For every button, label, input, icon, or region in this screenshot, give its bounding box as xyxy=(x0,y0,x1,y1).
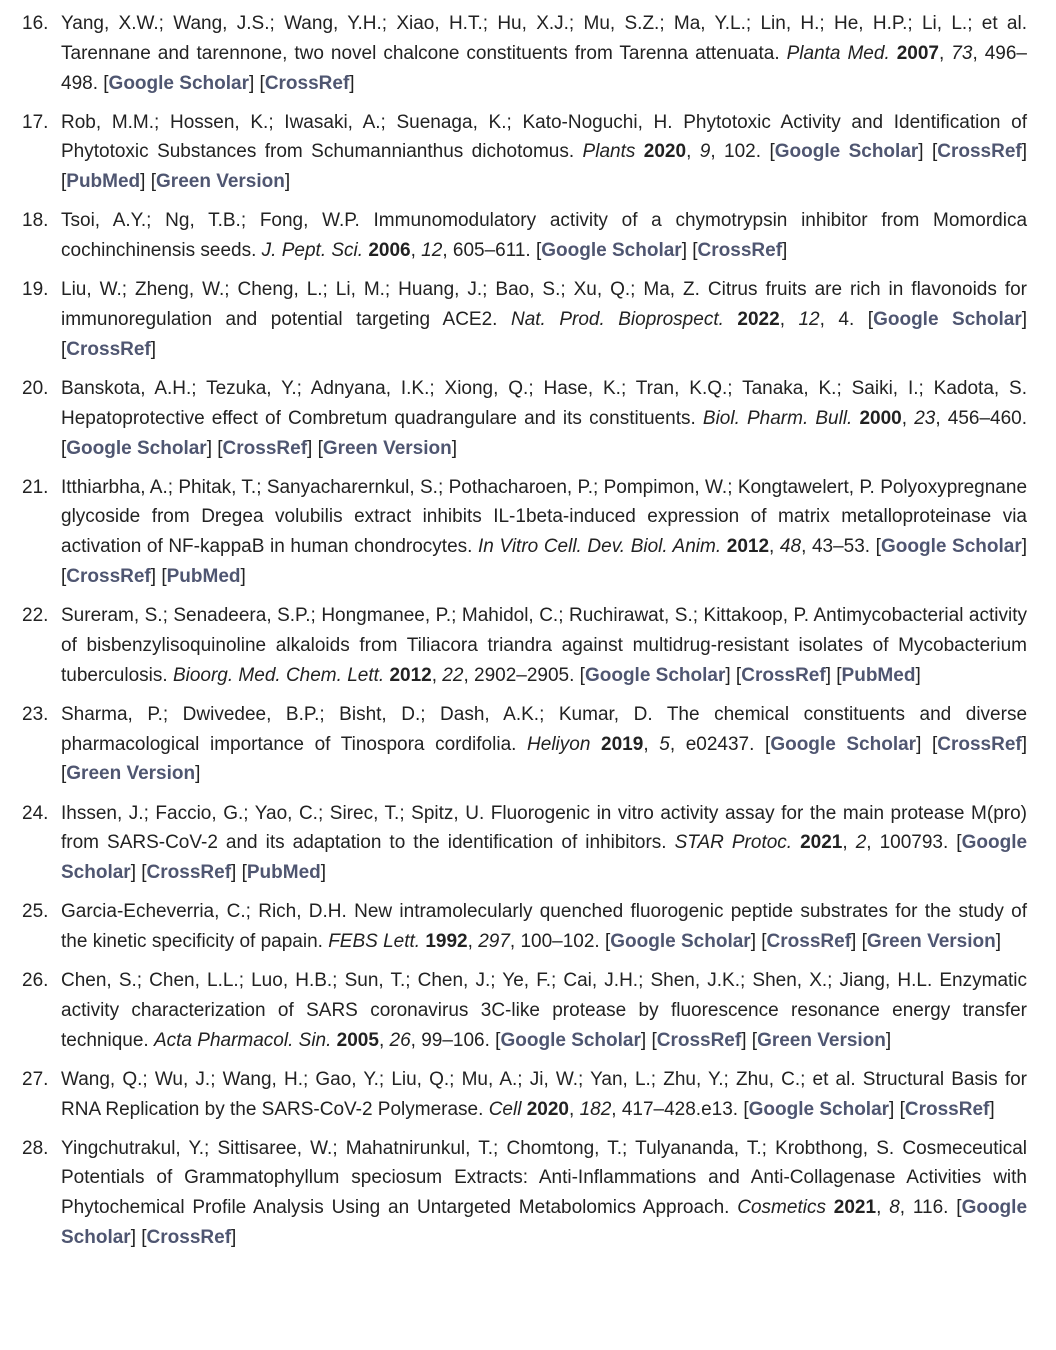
google-scholar-link[interactable]: Google Scholar xyxy=(610,930,751,952)
reference-item: 24. Ihssen, J.; Faccio, G.; Yao, C.; Sirec, T.; Spitz, U. Fluorogenic in vitro activity assay for the main protease M(pro) from SARS-CoV-2 and its adaptation to the identification of inhibitors. STAR Protoc. 2021, 2, 100793. [Google Scholar] [CrossRef] [PubMed] xyxy=(0,799,1027,888)
reference-year: 2021 xyxy=(800,832,843,854)
green-version-link[interactable]: Green Version xyxy=(757,1029,886,1051)
reference-year: 2020 xyxy=(526,1098,569,1120)
reference-volume: 23 xyxy=(914,407,936,429)
reference-item: 21. Itthiarbha, A.; Phitak, T.; Sanyacharernkul, S.; Pothacharoen, P.; Pompimon, W.; Kongtawelert, P. Polyoxypregnane glycoside from Dregea volubilis extract inhibits IL-1beta-induced expression of matrix metalloproteinase via activation of NF-kappaB in human chondrocytes. In Vitro Cell. Dev. Biol. Anim. 2012, 48, 43–53. [Google Scholar] [CrossRef] [PubMed] xyxy=(0,473,1027,592)
reference-pages: 417–428.e13. xyxy=(621,1098,739,1120)
reference-item: 22. Sureram, S.; Senadeera, S.P.; Hongmanee, P.; Mahidol, C.; Ruchirawat, S.; Kittakoop, P. Antimycobacterial activity of bisbenzylisoquinoline alkaloids from Tiliacora triandra against multidrug-resistant isolates of Mycobacterium tuberculosis. Bioorg. Med. Chem. Lett. 2012, 22, 2902–2905. [Google Scholar] [CrossRef] [PubMed] xyxy=(0,601,1027,690)
reference-number: 27. xyxy=(22,1068,49,1090)
reference-title: Structural Basis for RNA Replication by the SARS-CoV-2 Polymerase. xyxy=(61,1068,1027,1120)
reference-title: Tarennane and tarennone, two novel chalcone constituents from Tarenna attenuata. xyxy=(61,42,780,64)
reference-title: New intramolecularly quenched fluorogenic peptide substrates for the study of the kinetic specificity of papain. xyxy=(61,901,1027,952)
reference-volume: 12 xyxy=(798,309,820,331)
reference-number: 22. xyxy=(22,605,49,627)
pubmed-link[interactable]: PubMed xyxy=(66,171,141,193)
reference-pages: 4. xyxy=(838,309,855,331)
reference-authors: Yingchutrakul, Y.; Sittisaree, W.; Mahatnirunkul, T.; Chomtong, T.; Tulyananda, T.; Krobthong, S. xyxy=(61,1137,895,1159)
reference-item: 19. Liu, W.; Zheng, W.; Cheng, L.; Li, M.; Huang, J.; Bao, S.; Xu, Q.; Ma, Z. Citrus fruits are rich in flavonoids for immunoregulation and potential targeting ACE2. Nat. Prod. Bioprospect. 2022, 12, 4. [Google Scholar] [CrossRef] xyxy=(0,275,1027,364)
reference-volume: 5 xyxy=(659,733,670,755)
reference-number: 18. xyxy=(22,210,49,232)
reference-item: 20. Banskota, A.H.; Tezuka, Y.; Adnyana, I.K.; Xiong, Q.; Hase, K.; Tran, K.Q.; Tanaka, K.; Saiki, I.; Kadota, S. Hepatoprotective effect of Combretum quadrangulare and its constituents. Biol. Pharm. Bull. 2000, 23, 456–460. [Google Scholar] [CrossRef] [Green Version] xyxy=(0,374,1027,463)
reference-year: 2022 xyxy=(737,309,780,331)
reference-volume: 297 xyxy=(478,930,510,952)
green-version-link[interactable]: Green Version xyxy=(66,763,196,785)
reference-pages: 100793. xyxy=(879,832,949,854)
reference-volume: 9 xyxy=(699,141,711,163)
green-version-link[interactable]: Green Version xyxy=(156,171,285,193)
google-scholar-link[interactable]: Google Scholar xyxy=(774,141,919,163)
reference-authors: Banskota, A.H.; Tezuka, Y.; Adnyana, I.K.; Xiong, Q.; Hase, K.; Tran, K.Q.; Tanaka, K.; Saiki, I.; Kadota, S. xyxy=(61,377,1027,399)
google-scholar-link[interactable]: Google Scholar xyxy=(61,1197,1028,1249)
reference-volume: 8 xyxy=(889,1197,900,1219)
pubmed-link[interactable]: PubMed xyxy=(166,566,241,588)
crossref-link[interactable]: CrossRef xyxy=(146,1227,232,1249)
reference-journal: Cell xyxy=(488,1098,522,1120)
reference-pages: 605–611. xyxy=(452,240,531,262)
reference-item: 25. Garcia-Echeverria, C.; Rich, D.H. New intramolecularly quenched fluorogenic peptide substrates for the study of the kinetic specificity of papain. FEBS Lett. 1992, 297, 100–102. [Google Scholar] [CrossRef] [Green Version] xyxy=(0,897,1027,957)
reference-title: Cosmeceutical Potentials of Grammatophyllum speciosum Extracts: Anti-Inflammations and Anti-Collagenase Activities with Phytochemical Profile Analysis Using an Untargeted Metabolomics Approach. xyxy=(61,1137,1028,1219)
reference-item: 23. Sharma, P.; Dwivedee, B.P.; Bisht, D.; Dash, A.K.; Kumar, D. The chemical constituents and diverse pharmacological importance of Tinospora cordifolia. Heliyon 2019, 5, e02437. [Google Scholar] [CrossRef] [Green Version] xyxy=(0,700,1027,789)
reference-pages: 43–53. xyxy=(811,536,871,558)
reference-volume: 22 xyxy=(442,664,464,686)
reference-title: Antimycobacterial activity of bisbenzylisoquinoline alkaloids from Tiliacora triandra against multidrug-resistant isolates of Mycobacterium tuberculosis. xyxy=(61,605,1027,686)
reference-item: 26. Chen, S.; Chen, L.L.; Luo, H.B.; Sun, T.; Chen, J.; Ye, F.; Cai, J.H.; Shen, J.K.; Shen, X.; Jiang, H.L. Enzymatic activity characterization of SARS coronavirus 3C-like protease by fluorescence resonance energy transfer technique. Acta Pharmacol. Sin. 2005, 26, 99–106. [Google Scholar] [CrossRef] [Green Version] xyxy=(0,966,1027,1055)
reference-number: 19. xyxy=(22,279,49,301)
reference-number: 17. xyxy=(22,111,49,133)
reference-authors: Rob, M.M.; Hossen, K.; Iwasaki, A.; Suenaga, K.; Kato-Noguchi, H. xyxy=(61,111,673,133)
reference-pages: 100–102. xyxy=(520,930,600,952)
reference-year: 1992 xyxy=(425,930,468,952)
reference-item: 27. Wang, Q.; Wu, J.; Wang, H.; Gao, Y.; Liu, Q.; Mu, A.; Ji, W.; Yan, L.; Zhu, Y.; Zhu, C.; et al. Structural Basis for RNA Replication by the SARS-CoV-2 Polymerase. Cell 2020, 182, 417–428.e13. [Google Scholar] [CrossRef] xyxy=(0,1065,1027,1125)
crossref-link[interactable]: CrossRef xyxy=(741,664,826,686)
reference-year: 2019 xyxy=(601,733,644,755)
google-scholar-link[interactable]: Google Scholar xyxy=(873,309,1022,331)
reference-journal: J. Pept. Sci. xyxy=(261,240,364,262)
reference-number: 20. xyxy=(22,377,49,399)
reference-journal: Planta Med. xyxy=(786,42,890,64)
reference-authors: Chen, S.; Chen, L.L.; Luo, H.B.; Sun, T.; Chen, J.; Ye, F.; Cai, J.H.; Shen, J.K.; Shen, X.; Jiang, H.L. xyxy=(61,970,933,992)
reference-authors: Itthiarbha, A.; Phitak, T.; Sanyacharernkul, S.; Pothacharoen, P.; Pompimon, W.; Kongtawelert, P. xyxy=(61,476,875,498)
crossref-link[interactable]: CrossRef xyxy=(697,240,783,262)
reference-year: 2012 xyxy=(726,536,770,558)
reference-number: 26. xyxy=(22,970,49,992)
reference-journal: Biol. Pharm. Bull. xyxy=(702,407,853,429)
pubmed-link[interactable]: PubMed xyxy=(246,862,321,884)
crossref-link[interactable]: CrossRef xyxy=(66,338,151,360)
green-version-link[interactable]: Green Version xyxy=(866,930,996,952)
reference-journal: STAR Protoc. xyxy=(674,832,793,854)
reference-pages: 496–498. xyxy=(61,42,1027,94)
reference-title: The chemical constituents and diverse pharmacological importance of Tinospora cordifolia. xyxy=(61,703,1028,755)
pubmed-link[interactable]: PubMed xyxy=(841,664,916,686)
reference-year: 2005 xyxy=(336,1029,379,1051)
reference-journal: FEBS Lett. xyxy=(328,930,421,952)
reference-title: Citrus fruits are rich in flavonoids for immunoregulation and potential targeting ACE2. xyxy=(61,279,1027,331)
reference-journal: In Vitro Cell. Dev. Biol. Anim. xyxy=(478,536,722,558)
google-scholar-link[interactable]: Google Scholar xyxy=(748,1098,890,1120)
reference-authors: Tsoi, A.Y.; Ng, T.B.; Fong, W.P. xyxy=(61,210,360,232)
google-scholar-link[interactable]: Google Scholar xyxy=(108,72,249,94)
reference-pages: 456–460. xyxy=(947,407,1027,429)
reference-volume: 26 xyxy=(389,1029,411,1051)
reference-pages: 102. xyxy=(724,141,762,163)
reference-year: 2006 xyxy=(368,240,411,262)
reference-title: Hepatoprotective effect of Combretum quadrangulare and its constituents. xyxy=(61,407,696,429)
reference-item: 16. Yang, X.W.; Wang, J.S.; Wang, Y.H.; Xiao, H.T.; Hu, X.J.; Mu, S.Z.; Ma, Y.L.; Lin, H.; He, H.P.; Li, L.; et al. Tarennane and tarennone, two novel chalcone constituents from Tarenna attenuata. Planta Med. 2007, 73, 496–498. [Google Scholar] [CrossRef] xyxy=(0,9,1027,98)
reference-number: 23. xyxy=(22,703,49,725)
reference-pages: e02437. xyxy=(685,733,755,755)
reference-pages: 116. xyxy=(912,1197,949,1219)
google-scholar-link[interactable]: Google Scholar xyxy=(500,1029,641,1051)
crossref-link[interactable]: CrossRef xyxy=(146,862,232,884)
reference-item: 28. Yingchutrakul, Y.; Sittisaree, W.; Mahatnirunkul, T.; Chomtong, T.; Tulyananda, T.; Krobthong, S. Cosmeceutical Potentials of Grammatophyllum speciosum Extracts: Anti-Inflammations and Anti-Collagenase Activities with Phytochemical Profile Analysis Using an Untargeted Metabolomics Approach. Cosmetics 2021, 8, 116. [Google Scholar] [CrossRef] xyxy=(0,1134,1027,1253)
reference-volume: 182 xyxy=(579,1098,612,1120)
reference-item: 17. Rob, M.M.; Hossen, K.; Iwasaki, A.; Suenaga, K.; Kato-Noguchi, H. Phytotoxic Activity and Identification of Phytotoxic Substances from Schumannianthus dichotomus. Plants 2020, 9, 102. [Google Scholar] [CrossRef] [PubMed] [Green Version] xyxy=(0,108,1027,197)
reference-volume: 12 xyxy=(421,240,443,262)
reference-year: 2007 xyxy=(896,42,940,64)
reference-journal: Heliyon xyxy=(527,733,591,755)
reference-journal: Bioorg. Med. Chem. Lett. xyxy=(172,664,385,686)
reference-authors: Liu, W.; Zheng, W.; Cheng, L.; Li, M.; Huang, J.; Bao, S.; Xu, Q.; Ma, Z. xyxy=(61,279,700,301)
reference-title: Phytotoxic Activity and Identification of Phytotoxic Substances from Schumannianthus dichotomus. xyxy=(61,111,1027,163)
reference-title: Fluorogenic in vitro activity assay for the main protease M(pro) from SARS-CoV-2 and its adaptation to the identification of inhibitors. xyxy=(61,802,1027,854)
reference-volume: 2 xyxy=(855,832,867,854)
google-scholar-link[interactable]: Google Scholar xyxy=(541,240,682,262)
reference-journal: Cosmetics xyxy=(737,1197,826,1219)
reference-authors: Ihssen, J.; Faccio, G.; Yao, C.; Sirec, T.; Spitz, U. xyxy=(61,802,485,824)
crossref-link[interactable]: CrossRef xyxy=(937,141,1022,163)
crossref-link[interactable]: CrossRef xyxy=(222,437,308,459)
crossref-link[interactable]: CrossRef xyxy=(656,1029,742,1051)
crossref-link[interactable]: CrossRef xyxy=(766,930,852,952)
reference-volume: 48 xyxy=(779,536,802,558)
reference-year: 2020 xyxy=(643,141,687,163)
reference-number: 24. xyxy=(22,802,49,824)
crossref-link[interactable]: CrossRef xyxy=(904,1098,990,1120)
reference-authors: Sureram, S.; Senadeera, S.P.; Hongmanee, P.; Mahidol, C.; Ruchirawat, S.; Kittakoop, P. xyxy=(61,605,810,627)
crossref-link[interactable]: CrossRef xyxy=(66,566,151,588)
reference-journal: Acta Pharmacol. Sin. xyxy=(153,1029,332,1051)
reference-year: 2000 xyxy=(859,407,902,429)
reference-pages: 2902–2905. xyxy=(474,664,575,686)
reference-authors: Sharma, P.; Dwivedee, B.P.; Bisht, D.; Dash, A.K.; Kumar, D. xyxy=(61,703,653,725)
reference-year: 2021 xyxy=(833,1197,877,1219)
reference-title: Immunomodulatory activity of a chymotrypsin inhibitor from Momordica cochinchinensis seeds. xyxy=(61,210,1028,262)
reference-number: 28. xyxy=(22,1137,49,1159)
reference-item: 18. Tsoi, A.Y.; Ng, T.B.; Fong, W.P. Immunomodulatory activity of a chymotrypsin inhibitor from Momordica cochinchinensis seeds. J. Pept. Sci. 2006, 12, 605–611. [Google Scholar] [CrossRef] xyxy=(0,206,1027,266)
reference-number: 25. xyxy=(22,901,49,923)
google-scholar-link[interactable]: Google Scholar xyxy=(66,437,207,459)
reference-authors: Wang, Q.; Wu, J.; Wang, H.; Gao, Y.; Liu, Q.; Mu, A.; Ji, W.; Yan, L.; Zhu, Y.; Zhu, C.; et al. xyxy=(61,1068,856,1090)
crossref-link[interactable]: CrossRef xyxy=(937,733,1022,755)
google-scholar-link[interactable]: Google Scholar xyxy=(770,733,917,755)
google-scholar-link[interactable]: Google Scholar xyxy=(880,536,1022,558)
reference-authors: Yang, X.W.; Wang, J.S.; Wang, Y.H.; Xiao, H.T.; Hu, X.J.; Mu, S.Z.; Ma, Y.L.; Lin, H.; He, H.P.; Li, L.; et al. xyxy=(61,13,1027,34)
reference-authors: Garcia-Echeverria, C.; Rich, D.H. xyxy=(61,901,347,923)
reference-journal: Nat. Prod. Bioprospect. xyxy=(510,309,724,331)
reference-volume: 73 xyxy=(951,42,973,64)
reference-title: Enzymatic activity characterization of SARS coronavirus 3C-like protease by fluorescence resonance energy transfer technique. xyxy=(61,970,1028,1051)
google-scholar-link[interactable]: Google Scholar xyxy=(61,832,1028,884)
reference-journal: Plants xyxy=(582,141,636,163)
google-scholar-link[interactable]: Google Scholar xyxy=(584,664,726,686)
crossref-link[interactable]: CrossRef xyxy=(264,72,350,94)
reference-number: 16. xyxy=(22,13,49,34)
reference-year: 2012 xyxy=(389,664,432,686)
reference-pages: 99–106. xyxy=(421,1029,490,1051)
reference-title: Polyoxypregnane glycoside from Dregea volubilis extract inhibits IL-1beta-induced expression of matrix metalloproteinase via activation of NF-kappaB in human chondrocytes. xyxy=(61,476,1028,558)
green-version-link[interactable]: Green Version xyxy=(322,437,452,459)
reference-number: 21. xyxy=(22,476,49,498)
